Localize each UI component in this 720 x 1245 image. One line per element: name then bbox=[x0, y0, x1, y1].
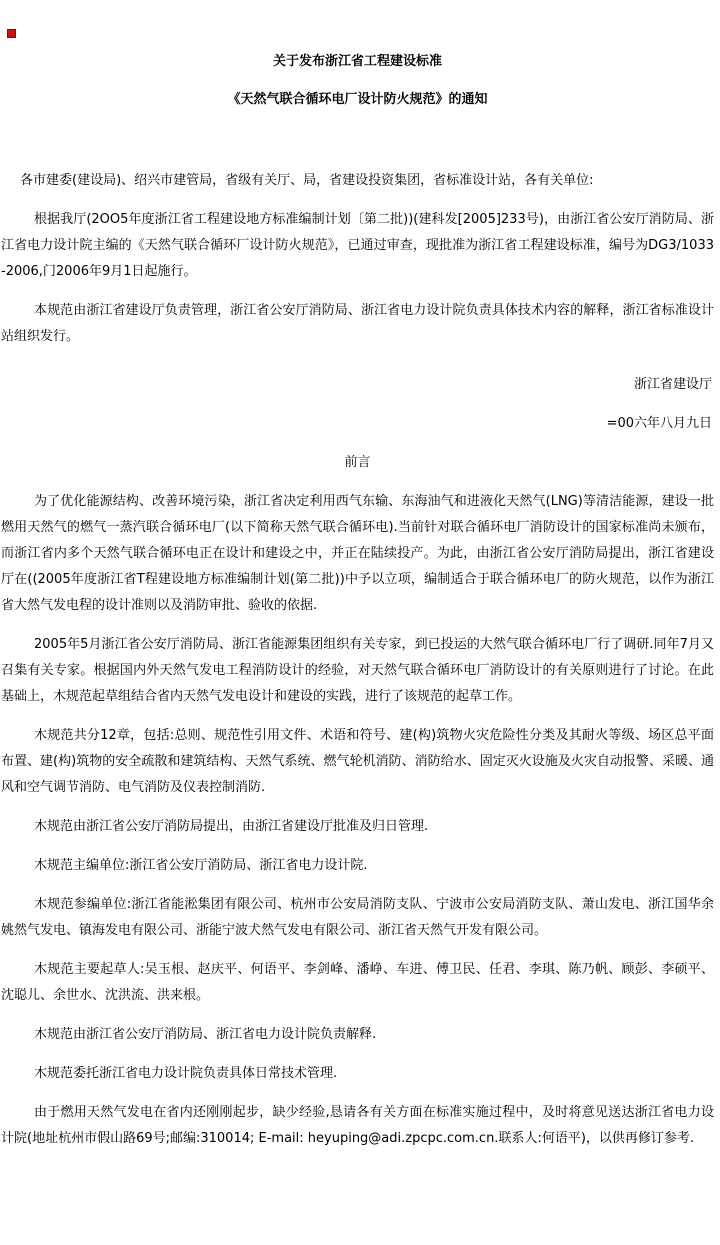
salutation: 各市建委(建设局)、绍兴市建管局，省级有关厅、局，省建设投资集团，省标准设计站，各有关单位: bbox=[20, 173, 594, 188]
foreword-paragraph: 木规范主要起草人:吴玉根、赵庆平、何语平、李剑峰、潘峥、车进、傅卫民、任君、李琪、陈乃帆、顾彭、李硕平、沈聪儿、余世水、沈洪流、洪来根。 bbox=[1, 962, 714, 1003]
foreword-paragraph: 由于燃用天然气发电在省内还刚刚起步，缺少经验,恳请各有关方面在标准实施过程中，及时将意见送达浙江省电力设计院(地址杭州市假山路69号;邮编:310014; E-mail: heyuping@adi.zpcpc.com.cn.联系人:何语平)，以供再修订参考. bbox=[1, 1105, 714, 1146]
foreword-paragraph: 木规范由浙江省公安厅消防局、浙江省电力设计院负责解释. bbox=[34, 1027, 377, 1042]
foreword-paragraph: 木规范委托浙江省电力设计院负责具体日常技术管理. bbox=[34, 1066, 338, 1081]
foreword-paragraph: 木规范参编单位:浙江省能淞集团有限公司、杭州市公安局消防支队、宁波市公安局消防支队、萧山发电、浙江国华余姚然气发电、镇海发电有限公司、浙能宁波犬然气发电有限公司、浙江省天然气开发有限公司。 bbox=[1, 897, 714, 938]
foreword-paragraph: 2005年5月浙江省公安厅消防局、浙江省能源集团组织有关专家，到已投运的大然气联合循环电厂行了调研.同年7月又召集有关专家。根据国内外天然气发电工程消防设计的经验，对天然气联合循环电厂消防设计的有关原则进行了讨论。在此基础上，木规范起草组结合省内天然气发电设计和建设的实践，进行了该规范的起草工作。 bbox=[1, 637, 714, 704]
notice-paragraph: 本规范由浙江省建设厅负责管理，浙江省公安厅消防局、浙江省电力设计院负责具体技术内容的解释，浙江省标准设计站组织发行。 bbox=[1, 303, 714, 344]
foreword-paragraph: 木规范由浙江省公安厅消防局提出，由浙江省建设厅批准及归日管理. bbox=[34, 819, 429, 834]
broken-image-marker bbox=[7, 29, 16, 38]
issuer-signature: 浙江省建设厅 bbox=[633, 377, 712, 392]
foreword-paragraph: 为了优化能源结构、改善环境污染，浙江省决定利用西气东输、东海油气和进液化天然气(LNG)等清洁能源，建设一批燃用天然气的燃气一蒸汽联合循环电厂(以下简称天然气联合循环电).当前针对联合循环电厂消防设计的国家标准尚未颁布，而浙江省内多个天然气联合循环电正在设计和建设之中，并正在陆续投产。为此，由浙江省公安厅消防局提出，浙江省建设厅在((2005年度浙江省T程建设地方标准编制计划(第二批))中予以立项，编制适合于联合循环电厂的防火规范，以作为浙江省大然气发电程的设计准则以及消防审批、验收的依据. bbox=[1, 494, 714, 613]
foreword-paragraph: 木规范共分12章，包括:总则、规范性引用文件、术语和符号、建(构)筑物火灾危险性分类及其耐火等级、场区总平面布置、建(构)筑物的安全疏散和建筑结构、天然气系统、燃气轮机消防、消防给水、固定灭火设施及火灾自动报警、采暖、通风和空气调节消防、电气消防及仪表控制消防. bbox=[1, 728, 714, 795]
foreword-heading: 前言 bbox=[344, 455, 371, 470]
notice-title-line2: 《天然气联合循环电厂设计防火规范》的通知 bbox=[227, 92, 488, 107]
foreword-paragraph: 木规范主编单位:浙江省公安厅消防局、浙江省电力设计院. bbox=[34, 858, 368, 873]
notice-title-line1: 关于发布浙江省工程建设标准 bbox=[272, 54, 442, 69]
notice-paragraph: 根据我厅(2OO5年度浙江省工程建设地方标准编制计划〔第二批))(建科发[2005]233号)，由浙江省公安厅消防局、浙江省电力设计院主编的《天然气联合循环厂设计防火规范》，已通过审查，现批准为浙江省工程建设标准，编号为DG3/1033-2006,门2006年9月1日起施行。 bbox=[1, 212, 714, 279]
issue-date: =00六年八月九日 bbox=[606, 416, 712, 431]
